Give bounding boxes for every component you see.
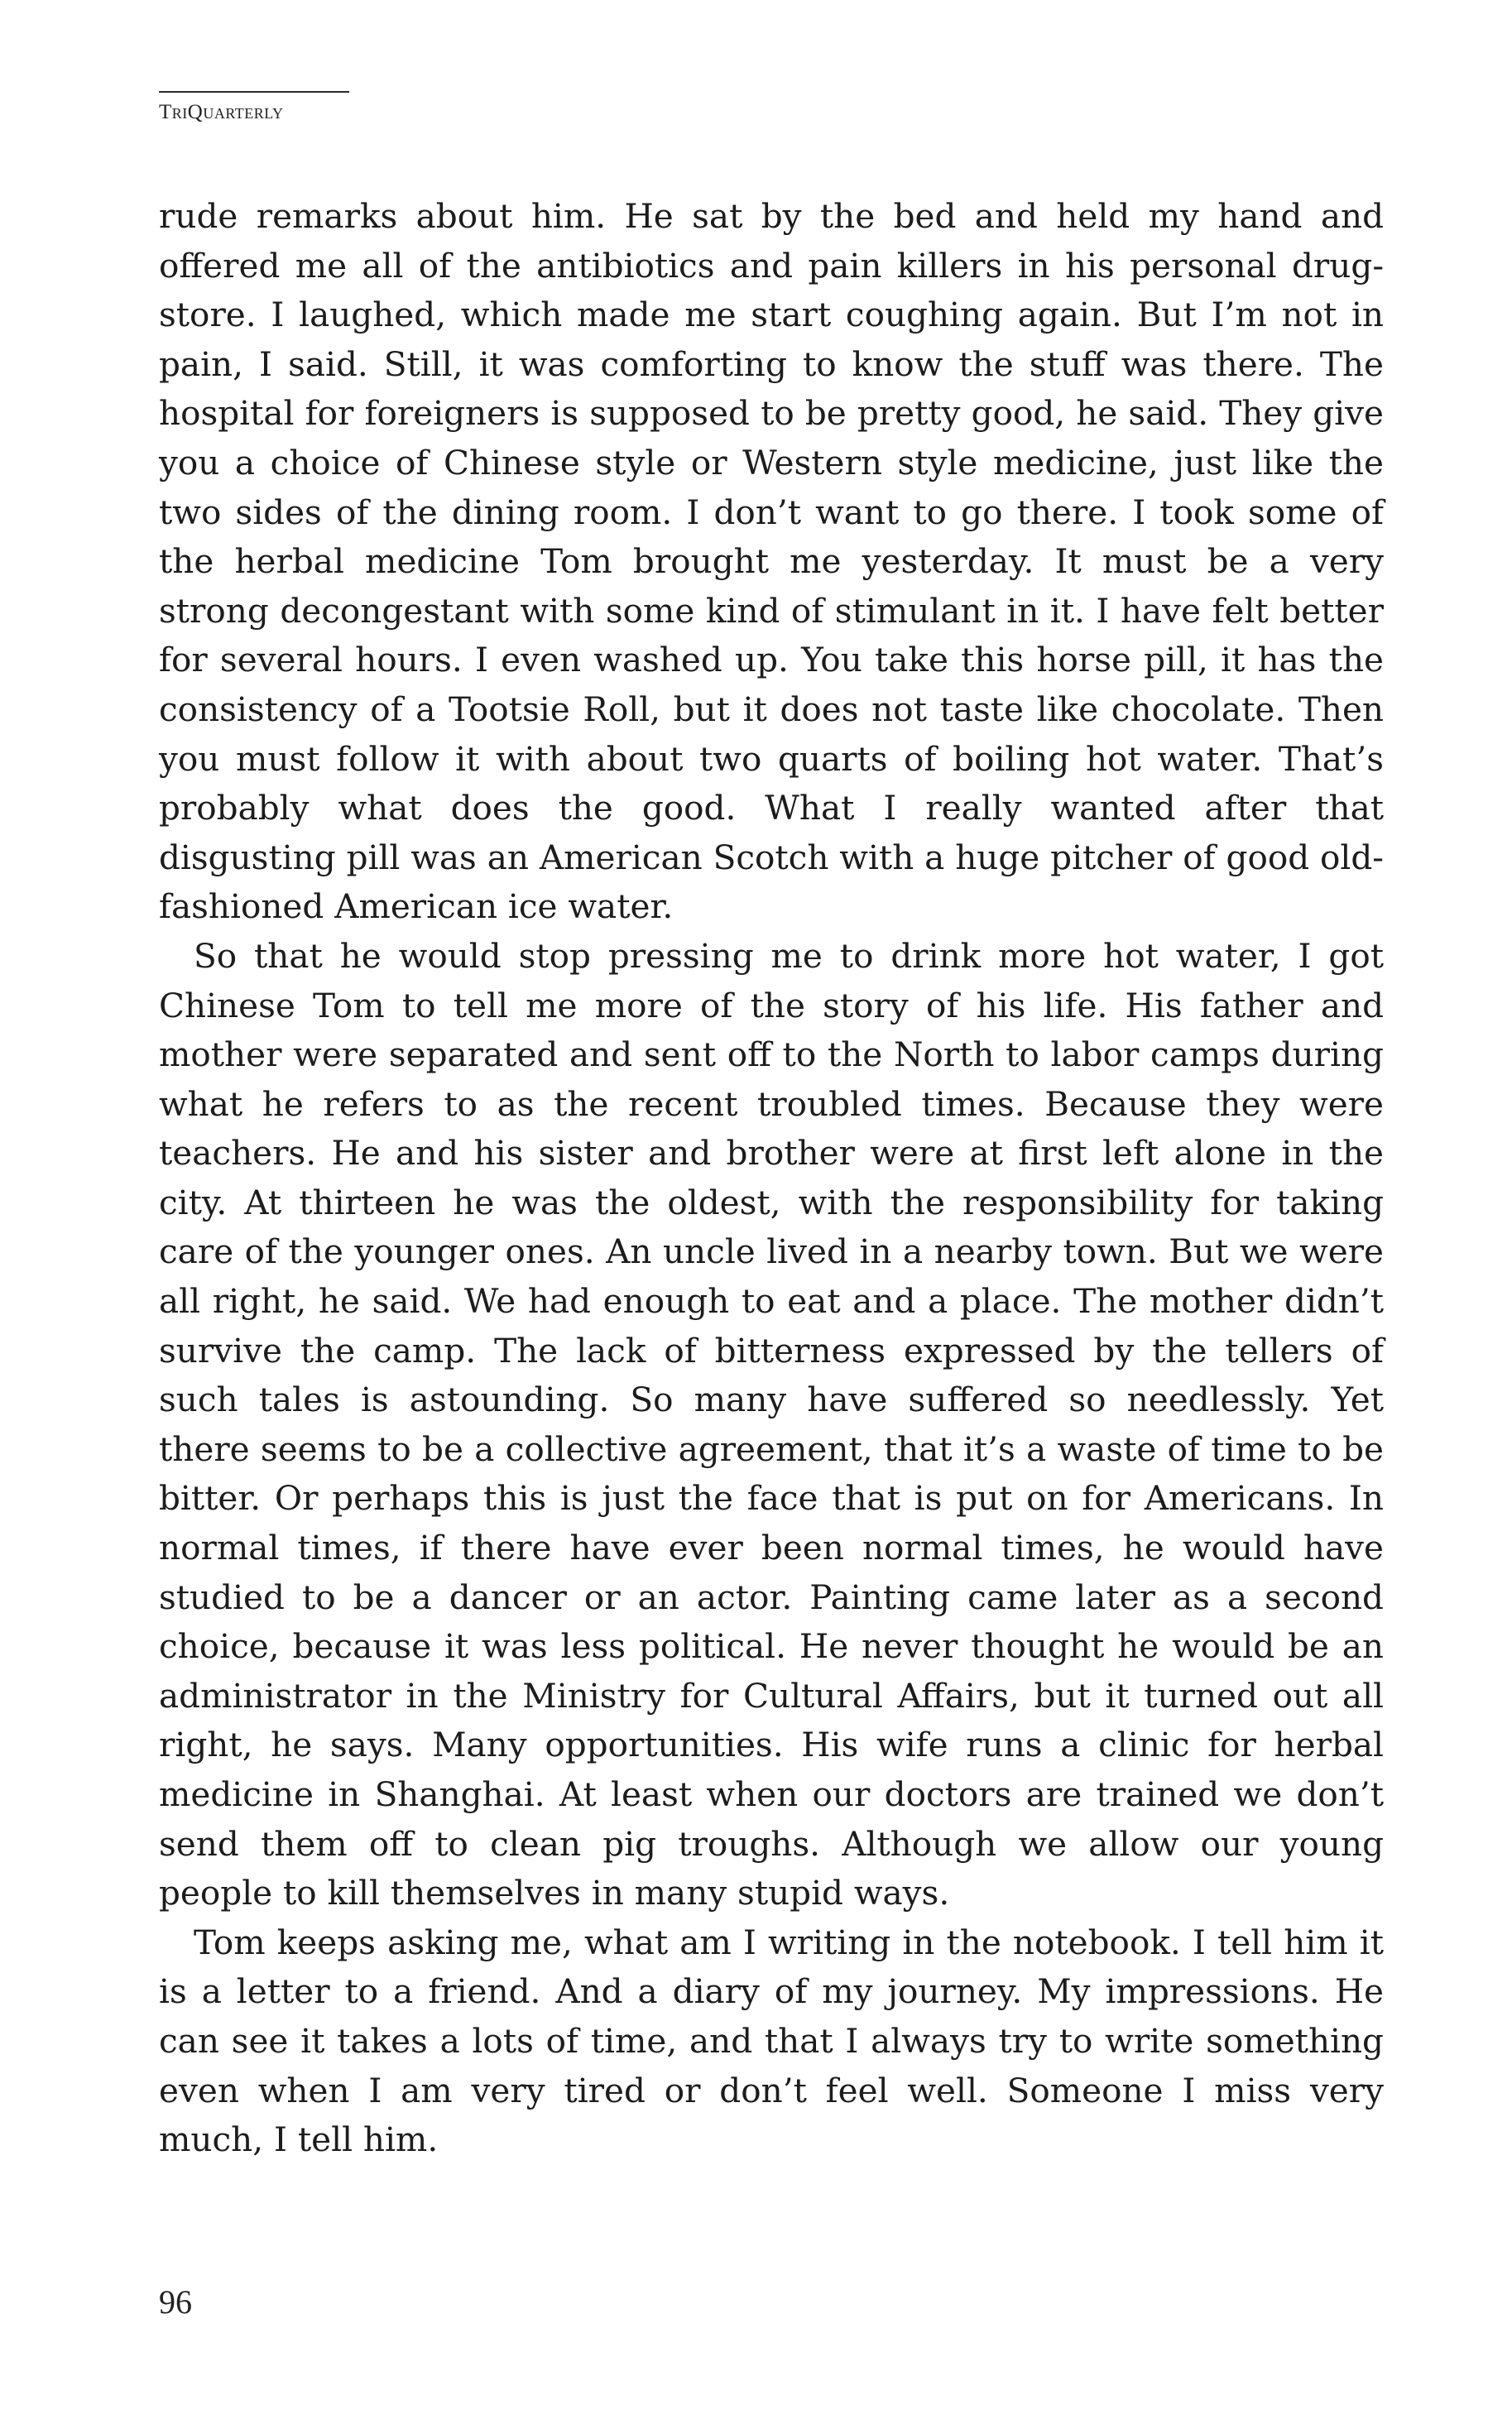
paragraph-tom-life-story: So that he would stop pressing me to drink more hot water, I got Chinese Tom to tell me more of the story of his life. His father and mother were separated and sent off to the North to labor camps during what he refers to as the recent troubled times. Because they were teachers. He and his sister and brother were at first left alone in the city. At thirteen he was the oldest, with the responsibility for taking care of the younger ones. An uncle lived in a nearby town. But we were all right, he said. We had enough to eat and a place. The mother didn’t survive the camp. The lack of bitterness expressed by the tellers of such tales is astounding. So many have suffered so needlessly. Yet there seems to be a collective agreement, that it’s a waste of time to be bitter. Or perhaps this is just the face that is put on for Americans. In normal times, if there have ever been normal times, he would have studied to be a dancer or an actor. Painting came later as a second choice, because it was less political. He never thought he would be an administrator in the Ministry for Cultural Affairs, but it turned out all right, he says. Many opportunities. His wife runs a clinic for herbal medicine in Shanghai. At least when our doctors are trained we don’t send them off to clean pig troughs. Although we allow our young people to kill themselves in many stupid ways. [159, 935, 1384, 1913]
page-number: 96 [159, 2283, 192, 2321]
journal-title: TriQuarterly [159, 101, 284, 123]
paragraph-notebook: Tom keeps asking me, what am I writing in the notebook. I tell him it is a letter to a friend. And a diary of my journey. My impressions. He can see it takes a lots of time, and that I always try to write something even when I am very tired or don’t feel well. Someone I miss very much, I tell him. [159, 1922, 1384, 2160]
body-text [159, 192, 1384, 2165]
paragraph-continued: rude remarks about him. He sat by the bed and held my hand and offered me all of the antibiotics and pain killers in his personal drugstore. I laughed, which made me start coughing again. But I’m not in pain, I said. Still, it was comforting to know the stuff was there. The hospital for foreigners is supposed to be pretty good, he said. They give you a choice of Chinese style or Western style medicine, just like the two sides of the dining room. I don’t want to go there. I took some of the herbal medicine Tom brought me yesterday. It must be a very strong decongestant with some kind of stimulant in it. I have felt better for several hours. I even washed up. You take this horse pill, it has the consistency of a Tootsie Roll, but it does not taste like chocolate. Then you must follow it with about two quarts of boiling hot water. That’s probably what does the good. What I really wanted after that disgusting pill was an American Scotch with a huge pitcher of good old-fashioned American ice water. [159, 196, 1384, 927]
running-head [159, 91, 349, 124]
running-head-rule [159, 91, 349, 93]
